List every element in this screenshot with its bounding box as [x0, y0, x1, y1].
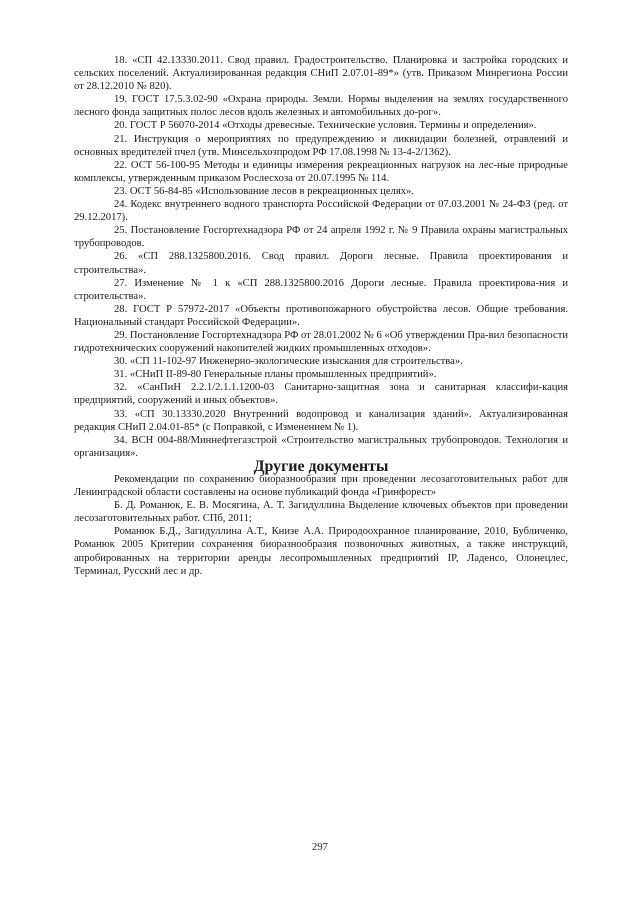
- reference-item-22: 22. ОСТ 56-100-95 Методы и единицы измерения рекреационных нагрузок на лес-ные природные комплексы, утвержденным приказом Рослесхоза от 20.07.1995 № 114.: [74, 159, 568, 184]
- reference-item-20: 20. ГОСТ Р 56070-2014 «Отходы древесные. Технические условия. Термины и определения».: [114, 120, 537, 132]
- reference-item-32: 32. «СанПиН 2.2.1/2.1.1.1200-03 Санитарно-защитная зона и санитарная классифи-кация предприятий, сооружений и иных объектов».: [74, 382, 568, 407]
- document-page: [74, 54, 568, 578]
- reference-item-21: 21. Инструкция о мероприятиях по предупреждению и ликвидации болезней, отравлений и основных вредителей пчел (утв. Минсельхозпродом РФ 17.08.1998 № 13-4-2/1362).: [74, 133, 568, 158]
- reference-item-18: 18. «СП 42.13330.2011. Свод правил. Градостроительство. Планировка и застройка городских и сельских поселений. Актуализированная редакция СНиП 2.07.01-89*» (утв. Приказом Минрегиона России от 28.12.2010 № 820).: [74, 55, 568, 93]
- other-document-paragraph: Рекомендации по сохранению биоразнообразия при проведении лесозаготовительных работ для Ленинградской области составлены на основе публикаций фонда «Гринфорест»: [74, 474, 568, 499]
- reference-item-33: 33. «СП 30.13330.2020 Внутренний водопровод и канализация зданий». Актуализированная редакция СНиП 2.04.01-85* (с Поправкой, с Изменением № 1).: [74, 408, 568, 433]
- reference-list: [74, 54, 568, 460]
- page-number: 297: [312, 842, 328, 853]
- other-document-paragraph: Б. Д. Романюк, Е. В. Мосягина, А. Т. Загидуллина Выделение ключевых объектов при проведении лесозаготовительных работ. СПб, 2011;: [74, 500, 568, 525]
- reference-item-31: 31. «СНиП II-89-80 Генеральные планы промышленных предприятий».: [114, 369, 437, 381]
- reference-item-34: 34. ВСН 004-88/Миннефтегазстрой «Строительство магистральных трубопроводов. Технология и организация».: [74, 434, 568, 459]
- reference-item-25: 25. Постановление Госгортехнадзора РФ от 24 апреля 1992 г. № 9 Правила охраны магистральных трубопроводов.: [74, 225, 568, 250]
- other-documents-list: [74, 473, 568, 578]
- reference-item-28: 28. ГОСТ Р 57972-2017 «Объекты противопожарного обустройства лесов. Общие требования. Национальный стандарт Российской Федерации».: [74, 303, 568, 328]
- reference-item-23: 23. ОСТ 56-84-85 «Использование лесов в рекреационных целях».: [114, 185, 414, 197]
- reference-item-30: 30. «СП 11-102-97 Инженерно-экологические изыскания для строительства».: [114, 356, 463, 368]
- other-document-paragraph: Романюк Б.Д., Загидуллина А.Т., Книзе А.А. Природоохранное планирование, 2010, Бубличенко, Романюк 2005 Критерии сохранения биоразнообразия позвоночных животных, а также инструкций, апробированных на территории аренды лесопромышленных предприятий IP, Ладенсо, Олонецлес, Терминал, Русский лес и др.: [74, 526, 568, 577]
- reference-item-26: 26. «СП 288.1325800.2016. Свод правил. Дороги лесные. Правила проектирования и строительства».: [74, 251, 568, 276]
- reference-item-27: 27. Изменение № 1 к «СП 288.1325800.2016 Дороги лесные. Правила проектирова-ния и строительства».: [74, 277, 568, 302]
- reference-item-24: 24. Кодекс внутреннего водного транспорта Российской Федерации от 07.03.2001 № 24-ФЗ (ред. от 29.12.2017).: [74, 199, 568, 224]
- reference-item-19: 19. ГОСТ 17.5.3.02-90 «Охрана природы. Земли. Нормы выделения на землях государственного лесного фонда защитных полос лесов вдоль железных и автомобильных до-рог».: [74, 94, 568, 119]
- reference-item-29: 29. Постановление Госгортехнадзора РФ от 28.01.2002 № 6 «Об утверждении Пра-вил безопасности гидротехнических сооружений накопителей жидких промышленных отходов».: [74, 329, 568, 355]
- section-heading-other-documents: Другие документы: [253, 457, 389, 475]
